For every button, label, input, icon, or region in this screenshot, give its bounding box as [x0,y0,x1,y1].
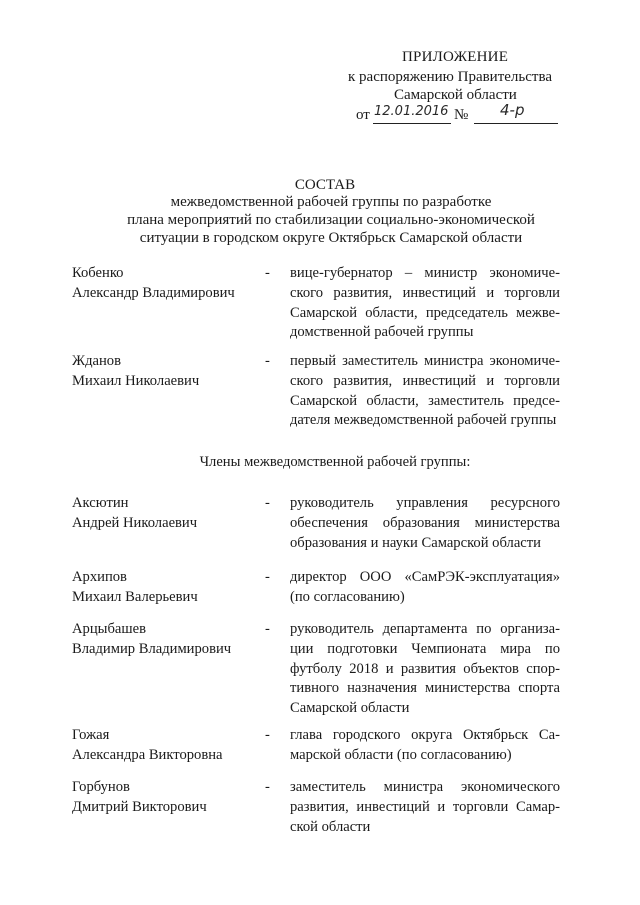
role-line: ского развития, инвестиций и торговли [290,372,560,389]
surname: Горбунов [72,779,130,795]
role-line: ского развития, инвестиций и торговли [290,284,560,301]
given-name: Михаил Николаевич [72,372,200,389]
member-name [72,352,199,392]
role-line: ции подготовки Чемпионата мира по [290,640,560,657]
role-line: обеспечения образования министерства [290,514,560,531]
members-heading: Члены межведомственной рабочей группы: [199,454,471,470]
role-line: развития, инвестиций и торговли Самар- [290,798,560,815]
role-line: тивного назначения министерства спорта [290,680,560,697]
role-line: футболу 2018 и развития объектов спор- [290,660,560,677]
separator-dash: - [265,495,270,511]
appendix-line-1: к распоряжению Правительства [348,69,553,85]
role-line: вице-губернатор – министр экономиче- [290,265,560,281]
number-handwritten: 4-р [500,101,525,119]
role-line: первый заместитель министра экономиче- [290,353,560,369]
separator-dash: - [265,621,270,637]
number-underline [474,123,558,124]
role-line: Самарской области, заместитель предсе- [290,392,560,409]
member-name [72,726,223,766]
separator-dash: - [265,727,270,743]
member-role [290,352,560,431]
surname: Гожая [72,727,110,743]
role-line: ской области [290,818,371,835]
member-role [290,494,560,553]
surname: Жданов [72,353,121,369]
member-role [290,726,560,766]
surname: Кобенко [72,265,124,281]
given-name: Дмитрий Викторович [72,798,207,815]
role-line: (по согласованию) [290,588,405,605]
member-name [72,778,207,818]
surname: Арцыбашев [72,621,146,637]
date-handwritten: 12.01.2016 [374,104,449,119]
role-line: директор ООО «СамРЭК-эксплуатация» [290,569,560,585]
date-label: от [356,107,370,123]
role-line: заместитель министра экономического [290,779,560,795]
given-name: Михаил Валерьевич [72,588,198,605]
member-role [290,568,560,608]
role-line: Самарской области, председатель межве- [290,304,560,321]
appendix-title: ПРИЛОЖЕНИЕ [402,49,509,65]
role-line: глава городского округа Октябрьск Са- [290,727,560,743]
number-label: № [454,107,469,123]
role-line: руководитель управления ресурсного [290,495,560,511]
member-name [72,494,197,534]
given-name: Андрей Николаевич [72,514,198,531]
separator-dash: - [265,353,270,369]
appendix-line-2: Самарской области [394,87,517,103]
role-line: Самарской области [290,700,410,717]
role-line: дателя межведомственной рабочей группы [290,412,557,429]
role-line: образования и науки Самарской области [290,534,541,551]
separator-dash: - [265,265,270,281]
member-role [290,620,560,719]
separator-dash: - [265,569,270,585]
member-role [290,778,560,837]
member-name [72,568,198,608]
role-line: руководитель департамента по организа- [290,621,560,637]
member-role [290,264,560,343]
composition-subtitle-1: межведомственной рабочей группы по разработке [170,194,492,210]
given-name: Александра Викторовна [72,746,223,763]
given-name: Владимир Владимирович [72,640,232,657]
role-line: домственной рабочей группы [290,324,474,341]
given-name: Александр Владимирович [72,284,235,301]
date-underline [373,123,451,124]
surname: Архипов [72,569,127,585]
composition-subtitle-3: ситуации в городском округе Октябрьск Самарской области [139,230,523,246]
member-name [72,620,231,660]
surname: Аксютин [72,495,129,511]
composition-title: СОСТАВ [294,177,356,193]
composition-subtitle-2: плана мероприятий по стабилизации социально-экономической [127,212,535,228]
separator-dash: - [265,779,270,795]
member-name [72,264,235,304]
role-line: марской области (по согласованию) [290,746,512,763]
